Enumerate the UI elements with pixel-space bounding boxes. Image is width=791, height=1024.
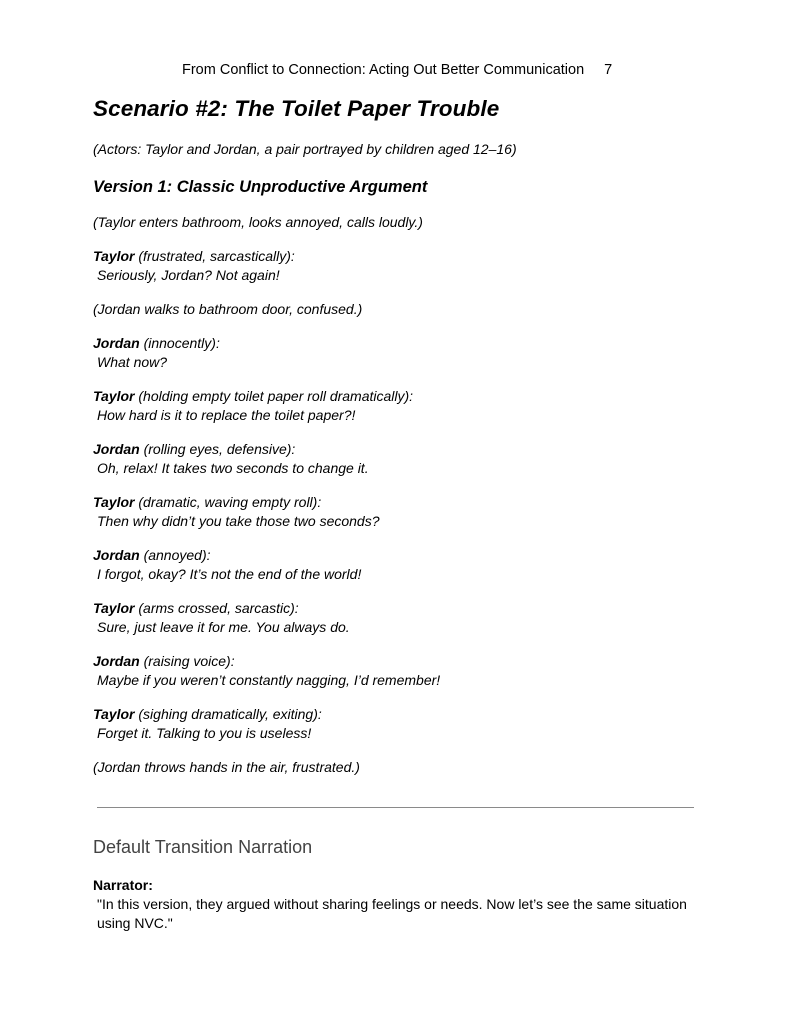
dialogue-text: Sure, just leave it for me. You always do. xyxy=(97,619,350,635)
speaker-name: Taylor xyxy=(93,600,135,616)
dialogue-text: Then why didn’t you take those two seconds? xyxy=(97,513,380,529)
dialogue-text: I forgot, okay? It’s not the end of the world! xyxy=(97,566,362,582)
speaker-direction: (annoyed): xyxy=(139,547,211,563)
speaker-direction: (innocently): xyxy=(139,335,220,351)
dialogue-line xyxy=(93,440,703,478)
narrator-text: "In this version, they argued without sharing feelings or needs. Now let’s see the same situation using NVC." xyxy=(97,896,687,931)
stage-direction: (Taylor enters bathroom, looks annoyed, calls loudly.) xyxy=(93,214,423,230)
speaker-name: Taylor xyxy=(93,706,135,722)
dialogue-line xyxy=(93,705,703,743)
transition-heading: Default Transition Narration xyxy=(93,837,313,857)
speaker-name: Jordan xyxy=(93,441,140,457)
dialogue-text: Maybe if you weren’t constantly nagging, I’d remember! xyxy=(97,672,441,688)
actors-note: (Actors: Taylor and Jordan, a pair portrayed by children aged 12–16) xyxy=(93,141,517,157)
dialogue-line xyxy=(93,599,703,637)
stage-direction: (Jordan walks to bathroom door, confused.) xyxy=(93,301,363,317)
scenario-section xyxy=(93,94,703,777)
speaker-name: Taylor xyxy=(93,388,135,404)
dialogue-line xyxy=(93,247,703,285)
speaker-name: Jordan xyxy=(93,547,140,563)
dialogue-line xyxy=(93,387,703,425)
scenario-title: Scenario #2: The Toilet Paper Trouble xyxy=(93,96,500,121)
dialogue-line xyxy=(93,334,703,372)
speaker-name: Jordan xyxy=(93,335,140,351)
narrator-label: Narrator: xyxy=(93,877,153,893)
page-number: 7 xyxy=(604,62,613,78)
dialogue-text: Forget it. Talking to you is useless! xyxy=(97,725,312,741)
dialogue-line xyxy=(93,546,703,584)
speaker-direction: (arms crossed, sarcastic): xyxy=(134,600,299,616)
speaker-direction: (dramatic, waving empty roll): xyxy=(134,494,322,510)
speaker-direction: (frustrated, sarcastically): xyxy=(134,248,295,264)
speaker-direction: (rolling eyes, defensive): xyxy=(139,441,296,457)
version-title: Version 1: Classic Unproductive Argument xyxy=(93,178,428,196)
dialogue-line xyxy=(93,652,703,690)
stage-direction: (Jordan throws hands in the air, frustrated.) xyxy=(93,759,360,775)
running-title: From Conflict to Connection: Acting Out Better Communication xyxy=(182,62,585,78)
speaker-name: Taylor xyxy=(93,248,135,264)
speaker-direction: (holding empty toilet paper roll dramatically): xyxy=(134,388,414,404)
speaker-name: Taylor xyxy=(93,494,135,510)
running-header xyxy=(182,62,612,78)
script-body xyxy=(93,213,703,777)
speaker-name: Jordan xyxy=(93,653,140,669)
dialogue-text: Seriously, Jordan? Not again! xyxy=(97,267,280,283)
speaker-direction: (sighing dramatically, exiting): xyxy=(134,706,322,722)
narrator-block xyxy=(93,876,708,933)
dialogue-line xyxy=(93,493,703,531)
dialogue-text: What now? xyxy=(97,354,168,370)
speaker-direction: (raising voice): xyxy=(139,653,235,669)
dialogue-text: Oh, relax! It takes two seconds to change it. xyxy=(97,460,369,476)
horizontal-divider xyxy=(97,807,694,808)
dialogue-text: How hard is it to replace the toilet paper?! xyxy=(97,407,356,423)
